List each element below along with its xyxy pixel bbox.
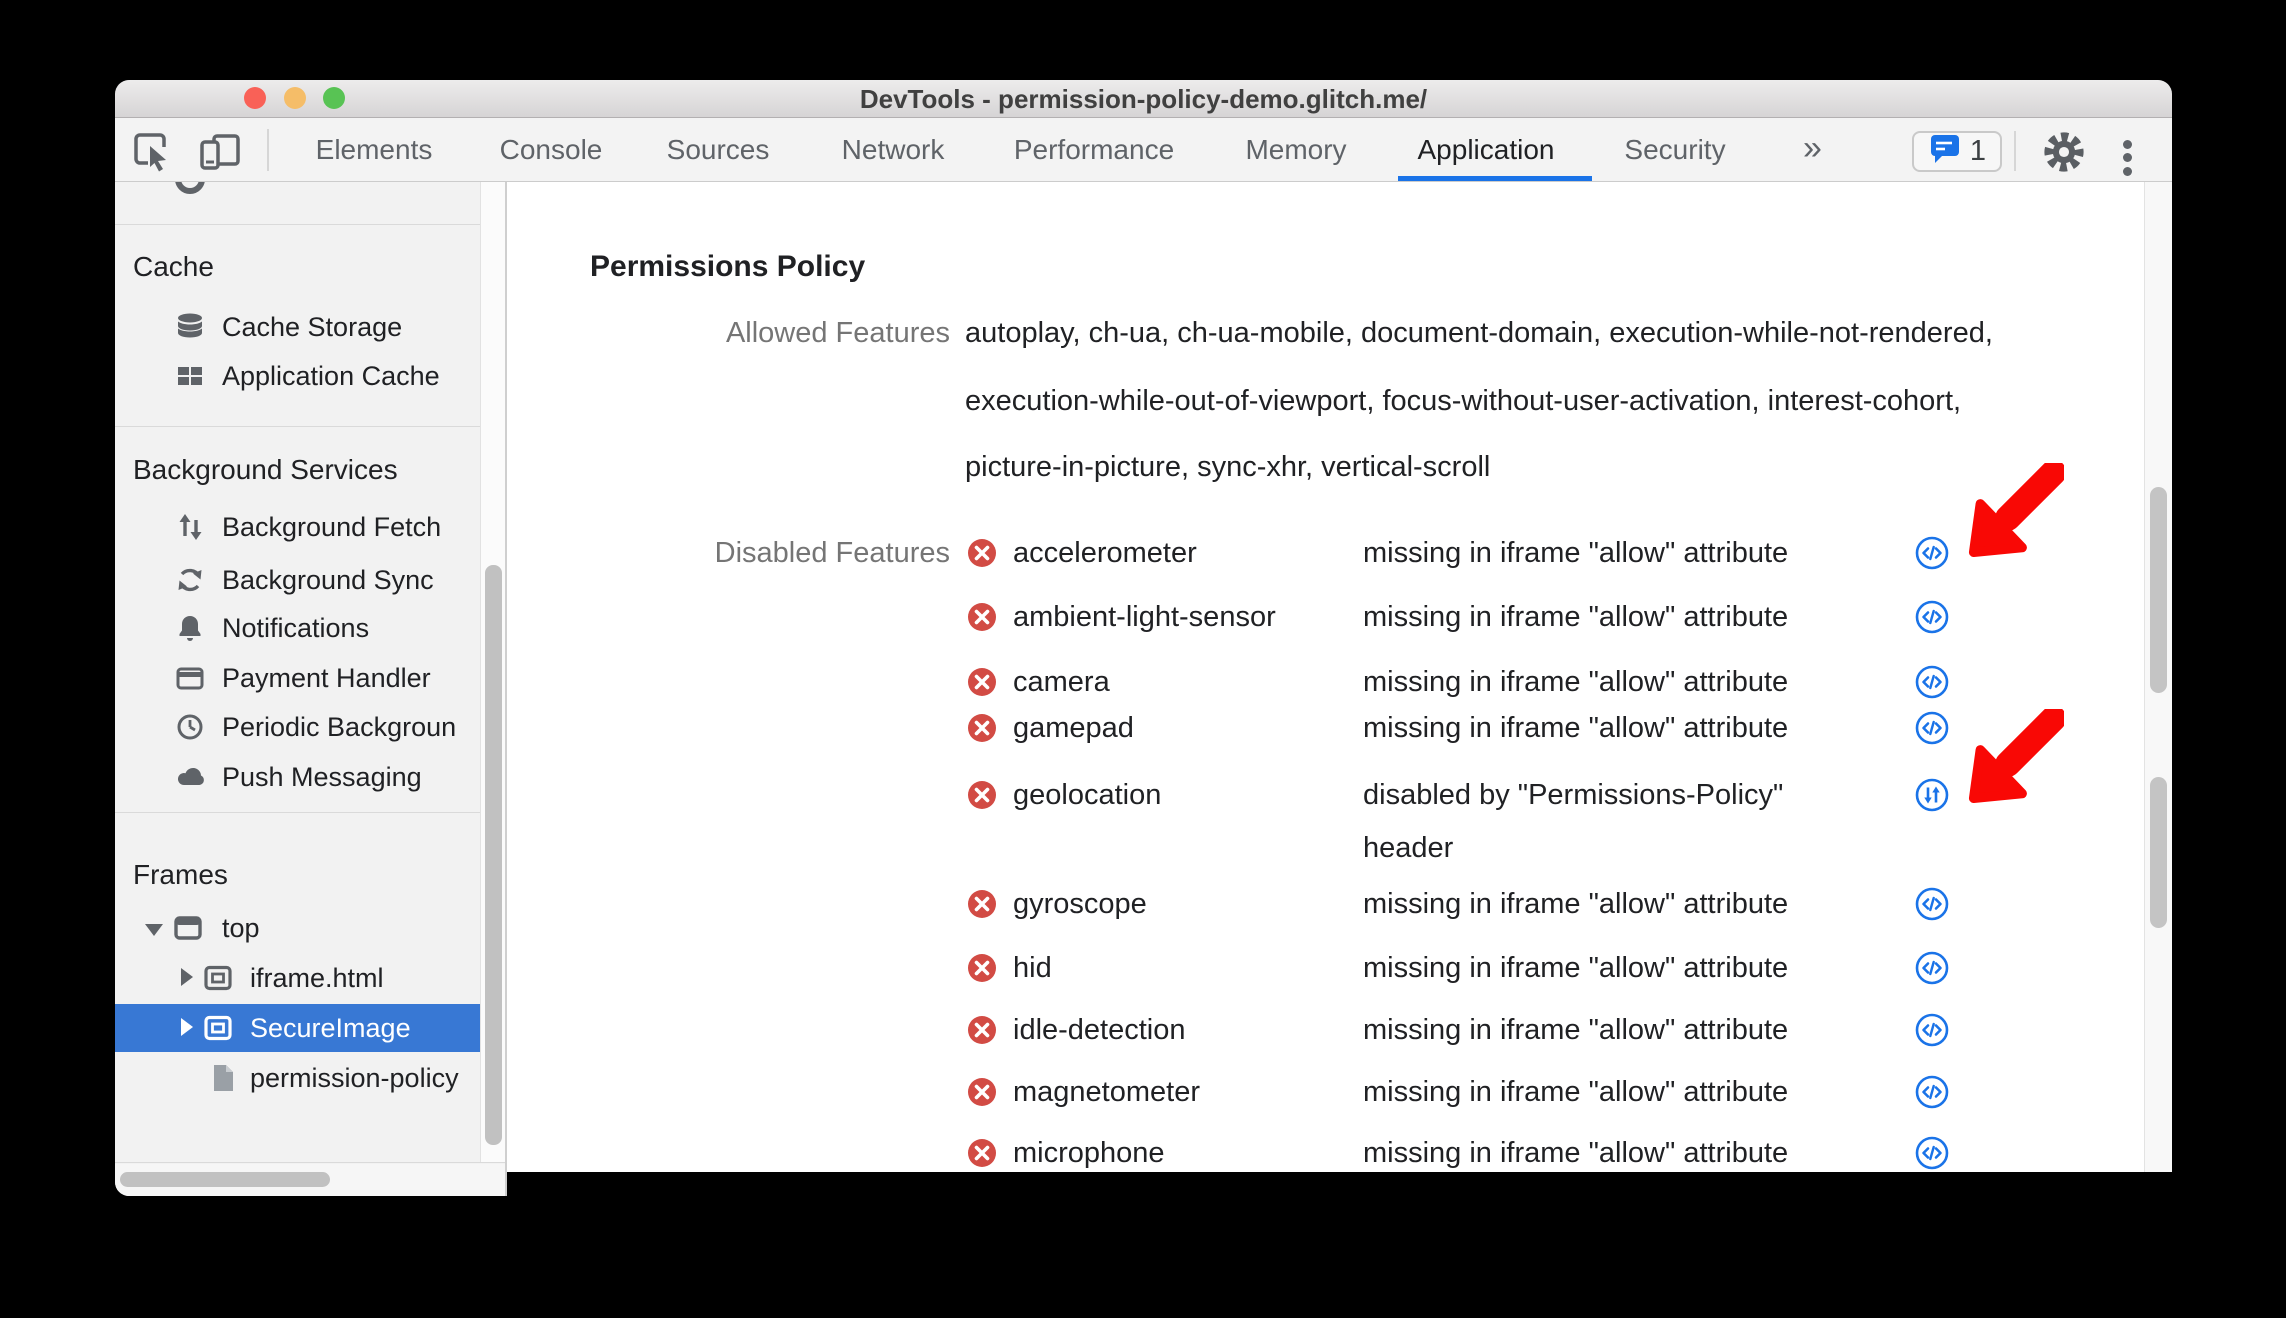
view-source-icon[interactable] [1915,536,1949,570]
sidebar-item-cache-storage[interactable] [115,305,480,349]
gear-icon [2043,160,2085,177]
iframe-icon [203,963,233,993]
main-scrollbar-thumb[interactable] [2150,487,2167,693]
view-source-icon[interactable] [1915,1136,1949,1170]
feature-name: microphone [1013,1137,1165,1169]
feature-reason: missing in iframe "allow" attribute [1363,1014,1789,1046]
feature-reason: missing in iframe "allow" attribute [1363,1076,1789,1108]
tab-elements[interactable]: Elements [315,134,433,165]
sidebar-item-label: Payment Handler [222,663,431,693]
issues-counter-button[interactable] [1912,131,2002,172]
view-source-icon[interactable] [1915,887,1949,921]
feature-disabled-icon [967,713,997,743]
feature-disabled-icon [967,1138,997,1168]
feature-reason: missing in iframe "allow" attribute [1363,888,1789,920]
tab-console[interactable]: Console [499,134,603,165]
feature-name: gamepad [1013,712,1134,744]
chevron-right-icon[interactable] [181,1018,193,1036]
main-scrollbar-track [2144,182,2172,1172]
view-source-icon[interactable] [1915,1075,1949,1109]
device-toolbar-icon [198,161,242,178]
view-source-icon[interactable] [1915,665,1949,699]
bell-icon [175,613,205,643]
sidebar-item-payment-handler[interactable] [115,656,480,700]
allowed-features-line: autoplay, ch-ua, ch-ua-mobile, document-domain, execution-while-not-rendered, [965,317,1993,349]
feature-disabled-icon [967,667,997,697]
sidebar-bottom-border [115,1162,507,1163]
chevron-right-icon[interactable] [181,968,193,986]
tab-network[interactable]: Network [841,134,945,165]
feature-disabled-icon [967,1077,997,1107]
frame-tree-item-label: iframe.html [250,963,384,993]
tab-sources[interactable]: Sources [666,134,770,165]
red-annotation-arrow [1967,463,2064,558]
sidebar-item-label: Periodic Backgroun [222,712,457,742]
sidebar-item-notifications[interactable] [115,606,480,650]
feature-name: accelerometer [1013,537,1197,569]
sidebar-item-label: Background Fetch [222,512,442,542]
active-tab-underline [1398,176,1592,181]
sidebar-item-label: Push Messaging [222,762,422,792]
sidebar-item-label: Application Cache [222,361,440,391]
sidebar-section-divider [115,426,480,427]
sidebar-scrollbar-thumb[interactable] [485,565,502,1145]
panel-title: Permissions Policy [590,250,866,283]
clock-icon [175,712,205,742]
inspect-element-button[interactable] [131,130,175,174]
allowed-features-label: Allowed Features [725,317,950,349]
sidebar-item-label: Background Sync [222,565,434,595]
frame-tree-item-iframe-html[interactable] [115,954,482,1002]
tab-security[interactable]: Security [1624,134,1726,165]
feature-name: geolocation [1013,779,1162,811]
clipped-item-icon [175,182,205,194]
toolbar-separator [2014,131,2016,171]
feature-name: idle-detection [1013,1014,1186,1046]
settings-button[interactable] [2043,131,2087,175]
document-icon [208,1063,238,1093]
sidebar-section-divider [115,224,480,225]
red-annotation-arrow [1967,709,2064,804]
feature-name: ambient-light-sensor [1013,601,1276,633]
titlebar [115,80,2172,118]
frame-icon [173,913,203,943]
reveal-header-icon[interactable] [1915,778,1949,812]
feature-reason: header [1363,832,1454,864]
fetch-arrows-icon [175,512,205,542]
sidebar-scrollbar-track [480,182,505,1163]
sync-icon [175,565,205,595]
feature-name: camera [1013,666,1110,698]
application-sidebar [115,182,507,1196]
feature-name: hid [1013,952,1052,984]
feature-reason: missing in iframe "allow" attribute [1363,537,1789,569]
feature-name: magnetometer [1013,1076,1200,1108]
card-icon [175,663,205,693]
iframe-icon [203,1013,233,1043]
grid-icon [175,361,205,391]
sidebar-item-application-cache[interactable] [115,354,480,398]
toolbar-separator [267,129,269,171]
feature-reason: missing in iframe "allow" attribute [1363,601,1789,633]
sidebar-section-title: Frames [133,859,228,890]
view-source-icon[interactable] [1915,1013,1949,1047]
allowed-features-line: execution-while-out-of-viewport, focus-without-user-activation, interest-cohort, [965,385,1962,417]
more-tabs-button[interactable]: » [1803,129,1822,167]
frame-tree-item-secureimage[interactable] [115,1004,482,1052]
view-source-icon[interactable] [1915,951,1949,985]
allowed-features-line: picture-in-picture, sync-xhr, vertical-scroll [965,451,1491,483]
feature-disabled-icon [967,953,997,983]
window-title: DevTools - permission-policy-demo.glitch.me/ [859,84,1428,114]
issues-count: 1 [1969,135,1987,167]
feature-reason: missing in iframe "allow" attribute [1363,1137,1789,1169]
devtools-toolbar [115,118,2172,182]
main-scrollbar-thumb[interactable] [2150,777,2167,928]
feature-disabled-icon [967,1015,997,1045]
sidebar-item-label: Cache Storage [222,312,403,342]
device-toolbar-button[interactable] [198,130,242,174]
cloud-icon [175,762,205,792]
inspect-cursor-icon [131,161,175,178]
permissions-policy-panel [507,182,2172,1172]
sidebar-section-title: Cache [133,251,214,282]
kebab-menu-button[interactable] [2118,135,2136,179]
feature-reason: missing in iframe "allow" attribute [1363,952,1789,984]
view-source-icon[interactable] [1915,711,1949,745]
kebab-menu-icon [2118,140,2136,176]
sidebar-item-background-fetch[interactable] [115,505,480,549]
tab-memory[interactable]: Memory [1245,134,1347,165]
sidebar-section-divider [115,812,480,813]
feature-reason: missing in iframe "allow" attribute [1363,666,1789,698]
feature-disabled-icon [967,538,997,568]
sidebar-item-label: Notifications [222,613,370,643]
disabled-features-label: Disabled Features [714,537,950,569]
sidebar-hscroll-area [115,1164,505,1196]
issues-message-icon [1928,133,1962,170]
view-source-icon[interactable] [1915,600,1949,634]
sidebar-item-push-messaging[interactable] [115,755,480,799]
feature-disabled-icon [967,602,997,632]
feature-name: gyroscope [1013,888,1147,920]
feature-reason: missing in iframe "allow" attribute [1363,712,1789,744]
frame-tree-item-label: SecureImage [250,1013,411,1043]
frame-tree-item-permission-policy[interactable] [115,1054,482,1102]
chevron-down-icon[interactable] [145,924,163,936]
sidebar-item-periodic-backgroun[interactable] [115,705,480,749]
sidebar-section-title: Background Services [133,454,398,485]
frame-tree-item-label: top [222,913,260,943]
database-icon [175,312,205,342]
feature-reason: disabled by "Permissions-Policy" [1363,779,1784,811]
feature-disabled-icon [967,889,997,919]
frame-tree-item-label: permission-policy [250,1063,459,1093]
tab-application[interactable]: Application [1417,134,1555,165]
frame-tree-item-top[interactable] [115,904,482,952]
sidebar-hscroll-thumb[interactable] [120,1172,330,1187]
feature-disabled-icon [967,780,997,810]
sidebar-item-background-sync[interactable] [115,558,480,602]
tab-performance[interactable]: Performance [1013,134,1175,165]
